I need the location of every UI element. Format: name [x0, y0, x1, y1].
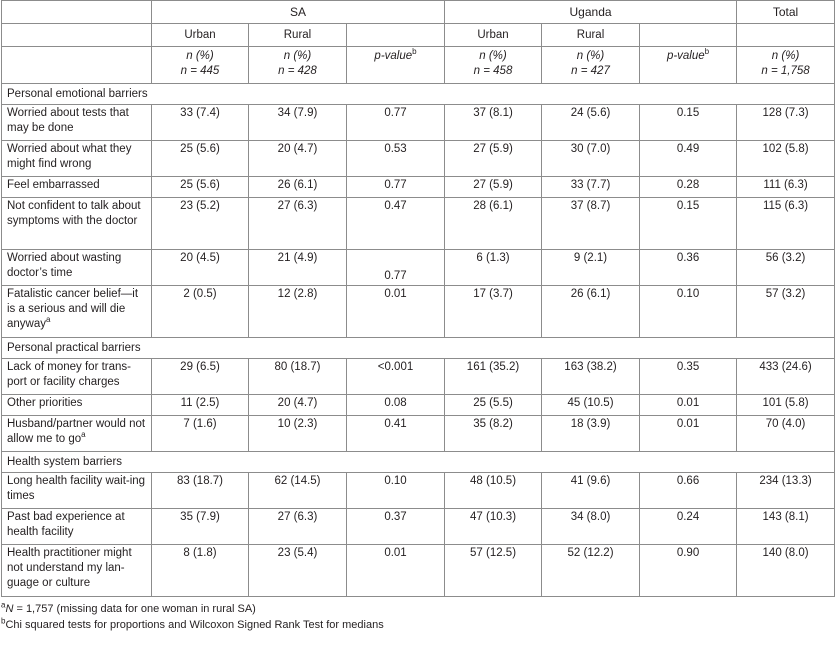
header-row-groups [2, 1, 835, 24]
header-row-counts [2, 47, 835, 84]
row-label: Not confident to talk about symptoms with the doctor [2, 198, 152, 250]
table-row: Worried about tests that may be done 33 (7.4) 34 (7.9) 0.77 37 (8.1) 24 (5.6) 0.15 128 (7.3) [2, 105, 835, 141]
table-row: Fatalistic cancer belief—it is a serious and will die anyway$^a$ 2 (0.5) 12 (2.8) 0.01 17 (3.7) 26 (6.1) 0.10 57 (3.2) [2, 286, 835, 338]
header-sa-urban: Urban [152, 24, 249, 47]
row-label: Long health facility wait-ing times [2, 473, 152, 509]
row-label: Husband/partner would not allow me to $go^a$ [2, 416, 152, 452]
table-row: Husband/partner would not allow me to $go^a$ 7 (1.6) 10 (2.3) 0.41 35 (8.2) 18 (3.9) 0.01 70 (4.0) [2, 416, 835, 452]
table-row: Lack of money for trans-port or facility charges 29 (6.5) 80 (18.7) <0.001 161 (35.2) 163 (38.2) 0.35 433 (24.6) [2, 359, 835, 395]
header-ug-rural-n: n (%) n = 427 [542, 47, 640, 84]
section-row [2, 452, 835, 473]
row-label: Worried about tests that may be done [2, 105, 152, 141]
header-ug-urban: Urban [445, 24, 542, 47]
header-sa-rural: Rural [249, 24, 347, 47]
row-label: Worried about what they might find wrong [2, 141, 152, 177]
row-label: Health practitioner might not understand my lan-guage or culture [2, 545, 152, 597]
header-total-n: n (%) n = 1,758 [737, 47, 835, 84]
row-label: Fatalistic cancer belief—it is a serious and will die anyway$^a$ [2, 286, 152, 338]
row-label: Worried about wasting doctor’s time [2, 250, 152, 286]
section-health: Health system barriers [2, 452, 835, 473]
header-uganda: Uganda [445, 1, 737, 24]
section-emotional: Personal emotional barriers [2, 84, 835, 105]
table-row: Other priorities 11 (2.5) 20 (4.7) 0.08 25 (5.5) 45 (10.5) 0.01 101 (5.8) [2, 395, 835, 416]
footnotes [1, 601, 835, 633]
header-sa-pvalue: p-value$^b$ [347, 47, 445, 84]
table-row: Not confident to talk about symptoms with the doctor 23 (5.2) 27 (6.3) 0.47 28 (6.1) 37 (8.7) 0.15 115 (6.3) [2, 198, 835, 250]
row-label: Feel embarrassed [2, 177, 152, 198]
table-row: Health practitioner might not understand my lan-guage or culture 8 (1.8) 23 (5.4) 0.01 57 (12.5) 52 (12.2) 0.90 140 (8.0) [2, 545, 835, 597]
row-label: Other priorities [2, 395, 152, 416]
header-row-locations [2, 24, 835, 47]
table-row: Worried about what they might find wrong 25 (5.6) 20 (4.7) 0.53 27 (5.9) 30 (7.0) 0.49 102 (5.8) [2, 141, 835, 177]
row-label: Past bad experience at health facility [2, 509, 152, 545]
barriers-table [1, 0, 835, 597]
row-label: Lack of money for trans-port or facility charges [2, 359, 152, 395]
section-row [2, 338, 835, 359]
section-row [2, 84, 835, 105]
header-total: Total [737, 1, 835, 24]
header-empty-cell [2, 1, 152, 24]
footnote-a: $^a$N = 1,757 (missing data for one woman in rural SA) [1, 600, 256, 615]
header-ug-urban-n: n (%) n = 458 [445, 47, 542, 84]
header-sa: SA [152, 1, 445, 24]
header-sa-urban-n: n (%) n = 445 [152, 47, 249, 84]
table-row: Worried about wasting doctor’s time 20 (4.5) 21 (4.9) 0.77 6 (1.3) 9 (2.1) 0.36 56 (3.2) [2, 250, 835, 286]
section-practical: Personal practical barriers [2, 338, 835, 359]
header-ug-pvalue: p-value$^b$ [640, 47, 737, 84]
table-row: Past bad experience at health facility 35 (7.9) 27 (6.3) 0.37 47 (10.3) 34 (8.0) 0.24 143 (8.1) [2, 509, 835, 545]
header-ug-rural: Rural [542, 24, 640, 47]
table-row: Long health facility wait-ing times 83 (18.7) 62 (14.5) 0.10 48 (10.5) 41 (9.6) 0.66 234 (13.3) [2, 473, 835, 509]
table-row: Feel embarrassed 25 (5.6) 26 (6.1) 0.77 27 (5.9) 33 (7.7) 0.28 111 (6.3) [2, 177, 835, 198]
footnote-b: $^b$Chi squared tests for proportions and Wilcoxon Signed Rank Test for medians [1, 616, 384, 631]
header-sa-rural-n: n (%) n = 428 [249, 47, 347, 84]
